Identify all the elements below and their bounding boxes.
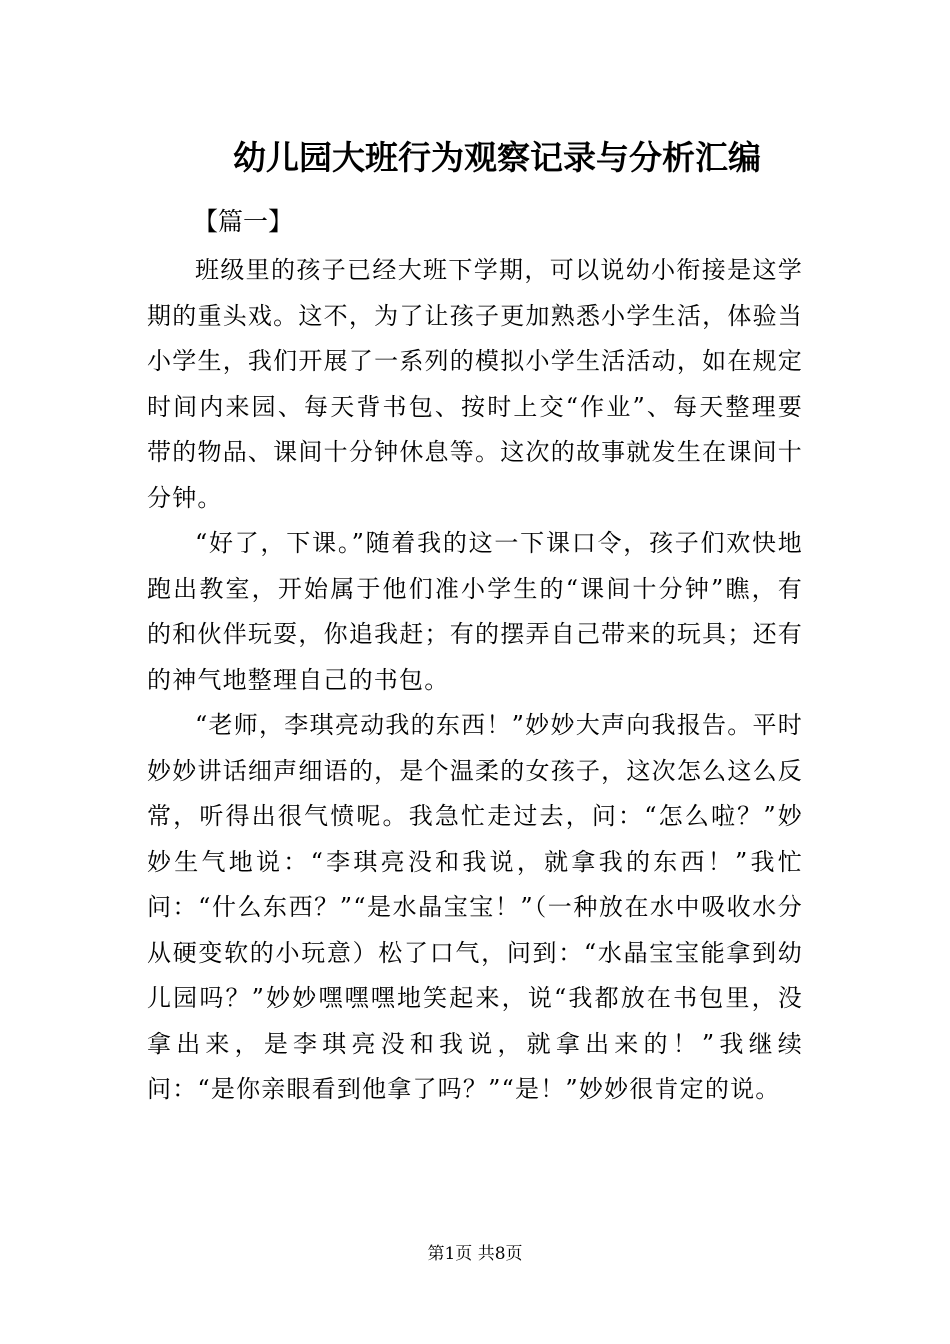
document-body — [147, 224, 803, 1113]
paragraph-1: 班级里的孩子已经大班下学期，可以说幼小衔接是这学期的重头戏。这不，为了让孩子更加熟悉小学生活，体验当小学生，我们开展了一系列的模拟小学生活活动，如在规定时间内来园、每天背书包、按时上交“作业”、每天整理要带的物品、课间十分钟休息等。这次的故事就发生在课间十分钟。 — [147, 256, 803, 512]
page-number-footer: 第1页 共8页 — [427, 1244, 523, 1264]
paragraph-3: “老师，李琪亮动我的东西！”妙妙大声向我报告。平时妙妙讲话细声细语的，是个温柔的女孩子，这次怎么这么反常，听得出很气愤呢。我急忙走过去，问：“怎么啦？”妙妙生气地说：“李琪亮没和我说，就拿我的东西！”我忙问：“什么东西？”“是水晶宝宝！”（一种放在水中吸收水分从硬变软的小玩意）松了口气，问到：“水晶宝宝能拿到幼儿园吗？”妙妙嘿嘿嘿地笑起来，说“我都放在书包里，没拿出来，是李琪亮没和我说，就拿出来的！”我继续问：“是你亲眼看到他拿了吗？”“是！”妙妙很肯定的说。 — [147, 711, 803, 1103]
paragraph-2: “好了，下课。”随着我的这一下课口令，孩子们欢快地跑出教室，开始属于他们准小学生的“课间十分钟”瞧，有的和伙伴玩耍，你追我赶；有的摆弄自己带来的玩具；还有的神气地整理自己的书包。 — [147, 529, 803, 694]
document-title: 幼儿园大班行为观察记录与分析汇编 — [233, 138, 761, 177]
section-heading: 【篇一】 — [193, 207, 294, 236]
